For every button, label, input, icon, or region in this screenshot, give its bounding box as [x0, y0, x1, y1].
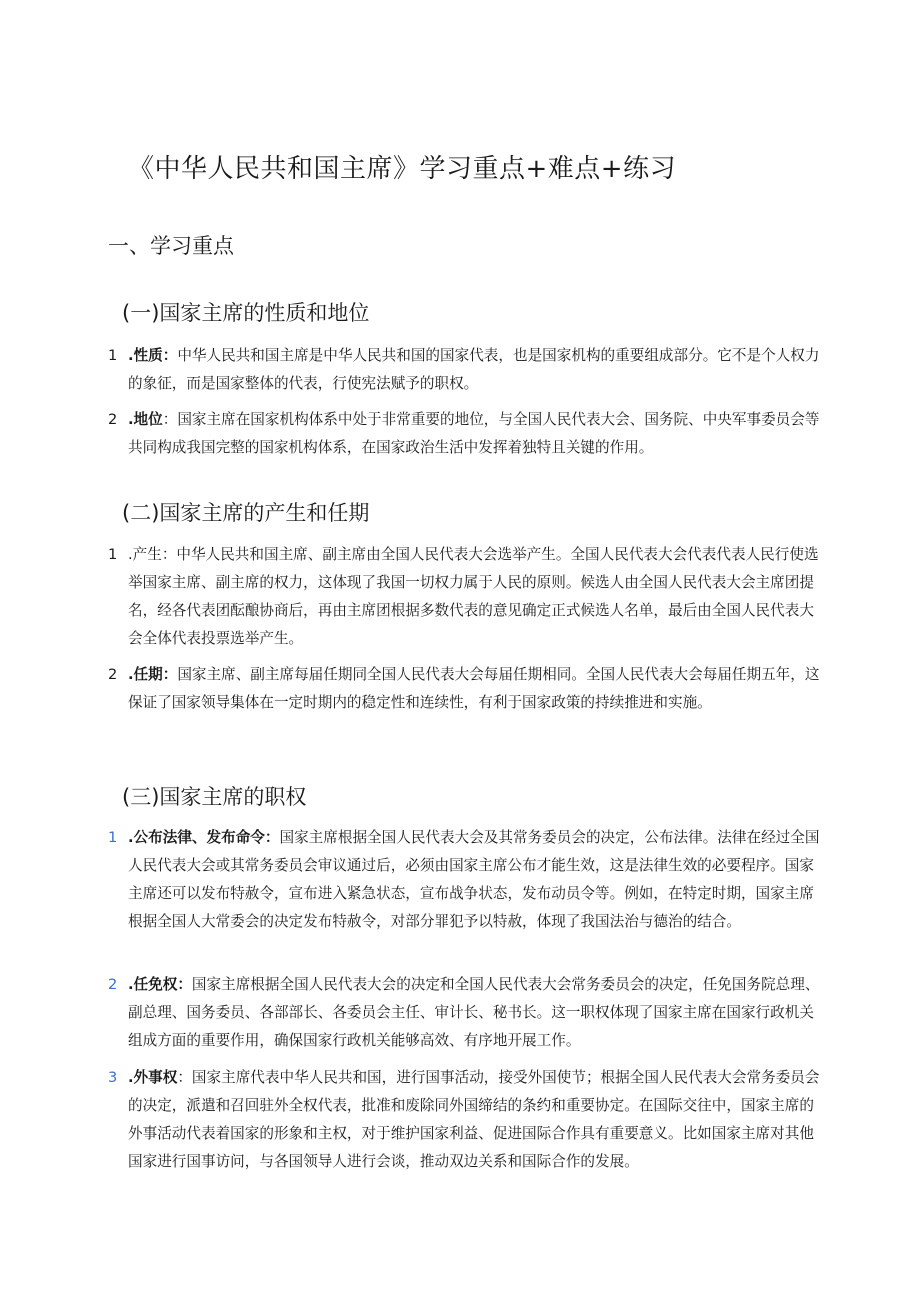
item-number: 2: [108, 976, 118, 993]
list-item: [108, 342, 820, 398]
document-title: 《中华人民共和国主席》学习重点+难点+练习: [128, 154, 677, 184]
section-heading-study-focus: 一、学习重点: [108, 234, 234, 258]
item-lead: .地位: [128, 411, 163, 428]
item-lead: .产生: [128, 546, 162, 563]
list-item: [108, 1064, 820, 1176]
item-text: 国家主席、副主席每届任期同全国人民代表大会每届任期相同。全国人民代表大会每届任期五年，这保证了国家领导集体在一定时期内的稳定性和连续性，有利于国家政策的持续推进和实施。: [128, 666, 820, 711]
item-text: 国家主席根据全国人民代表大会及其常务委员会的决定，公布法律。法律在经过全国人民代表大会或其常务委员会审议通过后，必须由国家主席公布才能生效，这是法律生效的必要程序。国家主席还可以发布特赦令，宣布进入紧急状态，宣布战争状态，发布动员令等。例如，在特定时期，国家主席根据全国人大常委会的决定发布特赦令，对部分罪犯予以特赦，体现了我国法治与德治的结合。: [128, 829, 820, 930]
list-item: [108, 406, 820, 462]
subheading-powers: (三)国家主席的职权: [122, 785, 307, 809]
item-text: 中华人民共和国主席是中华人民共和国的国家代表，也是国家机构的重要组成部分。它不是个人权力的象征，而是国家整体的代表，行使宪法赋予的职权。: [128, 347, 820, 392]
item-text: ：中华人民共和国主席、副主席由全国人民代表大会选举产生。全国人民代表大会代表代表人民行使选举国家主席、副主席的权力，这体现了我国一切权力属于人民的原则。候选人由全国人民代表大会主席团提名，经各代表团酝酿协商后，再由主席团根据多数代表的意见确定正式候选人名单，最后由全国人民代表大会全体代表投票选举产生。: [128, 546, 819, 647]
item-number: 3: [108, 1069, 118, 1086]
item-text: ：国家主席在国家机构体系中处于非常重要的地位，与全国人民代表大会、国务院、中央军事委员会等共同构成我国完整的国家机构体系，在国家政治生活中发挥着独特且关键的作用。: [128, 411, 820, 456]
item-text: 国家主席根据全国人民代表大会的决定和全国人民代表大会常务委员会的决定，任免国务院总理、副总理、国务委员、各部部长、各委员会主任、审计长、秘书长。这一职权体现了国家主席在国家行政机关组成方面的重要作用，确保国家行政机关能够高效、有序地开展工作。: [128, 976, 820, 1049]
item-number: 1: [108, 546, 118, 563]
item-lead: .任免权：: [128, 976, 192, 993]
item-lead: .任期：: [128, 666, 178, 683]
item-number: 2: [108, 411, 118, 428]
subheading-election-term: (二)国家主席的产生和任期: [122, 501, 370, 525]
item-number: 1: [108, 347, 118, 364]
item-lead: .性质：: [128, 347, 178, 364]
subheading-nature-status: (一)国家主席的性质和地位: [122, 301, 370, 325]
item-number: 1: [108, 829, 118, 846]
list-item: [108, 824, 820, 936]
item-lead: .公布法律、发布命令：: [128, 829, 280, 846]
item-lead: .外事权: [128, 1069, 178, 1086]
item-text: ：国家主席代表中华人民共和国，进行国事活动，接受外国使节；根据全国人民代表大会常务委员会的决定，派遣和召回驻外全权代表，批准和废除同外国缔结的条约和重要协定。在国际交往中，国家主席的外事活动代表着国家的形象和主权，对于维护国家利益、促进国际合作具有重要意义。比如国家主席对其他国家进行国事访问，与各国领导人进行会谈，推动双边关系和国际合作的发展。: [128, 1069, 820, 1170]
list-item: [108, 661, 820, 717]
item-number: 2: [108, 666, 118, 683]
list-item: [108, 971, 820, 1055]
list-item: [108, 541, 820, 653]
